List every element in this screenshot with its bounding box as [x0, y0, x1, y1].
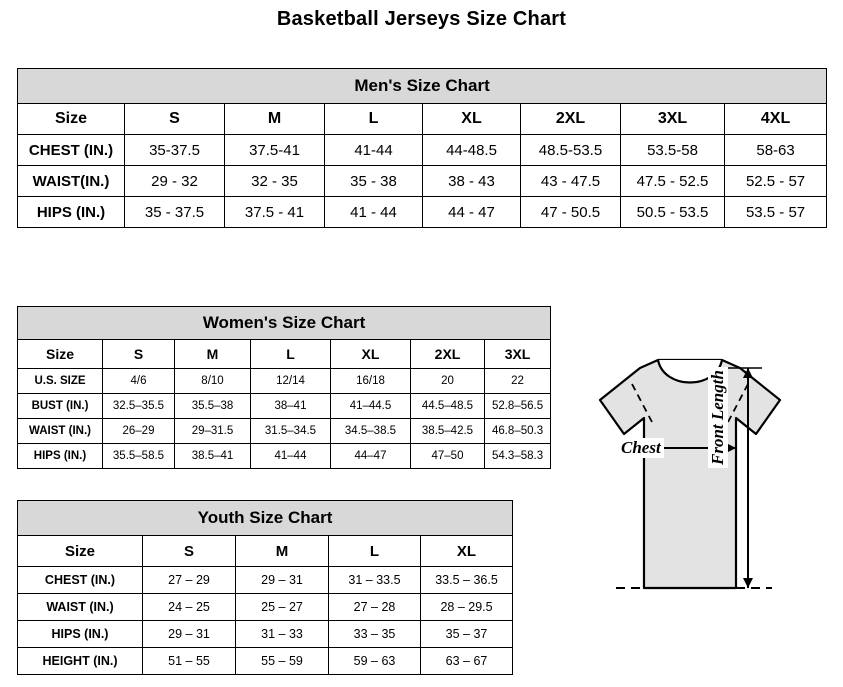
table-row: [18, 444, 551, 469]
table-cell: 26–29: [103, 419, 175, 444]
table-cell: 29 - 32: [125, 166, 225, 197]
column-header: M: [225, 104, 325, 135]
table-row: [18, 135, 827, 166]
page-title: Basketball Jerseys Size Chart: [276, 8, 567, 30]
table-cell: 24 – 25: [143, 594, 236, 621]
shirt-measurement-diagram: [540, 338, 840, 678]
column-header: 2XL: [411, 340, 485, 369]
table-cell: 12/14: [251, 369, 331, 394]
table-cell: 43 - 47.5: [521, 166, 621, 197]
table-cell: 38 - 43: [423, 166, 521, 197]
table-cell: 31 – 33: [236, 621, 329, 648]
table-cell: 50.5 - 53.5: [621, 197, 725, 228]
front-length-measurement-label: Front Length: [708, 367, 728, 468]
table-cell: 47 - 50.5: [521, 197, 621, 228]
table-cell: 46.8–50.3: [485, 419, 551, 444]
column-header: S: [143, 536, 236, 567]
table-cell: 31 – 33.5: [329, 567, 421, 594]
chest-measurement-label: Chest: [618, 438, 664, 458]
table-cell: 33 – 35: [329, 621, 421, 648]
table-cell: 38.5–42.5: [411, 419, 485, 444]
youth-size-chart-table: [17, 500, 513, 675]
column-header: M: [175, 340, 251, 369]
table-row: [18, 369, 551, 394]
row-label: CHEST (IN.): [18, 567, 143, 594]
column-header: 3XL: [485, 340, 551, 369]
table-cell: 47–50: [411, 444, 485, 469]
column-header: M: [236, 536, 329, 567]
table-cell: 38.5–41: [175, 444, 251, 469]
table-cell: 58-63: [725, 135, 827, 166]
column-header: L: [325, 104, 423, 135]
column-header: XL: [421, 536, 513, 567]
table-cell: 27 – 28: [329, 594, 421, 621]
table-cell: 44 - 47: [423, 197, 521, 228]
table-cell: 54.3–58.3: [485, 444, 551, 469]
table-caption-row: [18, 501, 513, 536]
table-cell: 27 – 29: [143, 567, 236, 594]
table-cell: 25 – 27: [236, 594, 329, 621]
table-cell: 31.5–34.5: [251, 419, 331, 444]
table-cell: 29 – 31: [236, 567, 329, 594]
column-header: 4XL: [725, 104, 827, 135]
table-cell: 41–44.5: [331, 394, 411, 419]
table-cell: 35 - 38: [325, 166, 423, 197]
mens-chart-title: Men's Size Chart: [18, 69, 827, 104]
table-row: [18, 394, 551, 419]
row-label: BUST (IN.): [18, 394, 103, 419]
table-cell: 37.5-41: [225, 135, 325, 166]
table-cell: 16/18: [331, 369, 411, 394]
table-cell: 55 – 59: [236, 648, 329, 675]
table-cell: 44–47: [331, 444, 411, 469]
table-cell: 41 - 44: [325, 197, 423, 228]
row-label: HIPS (IN.): [18, 444, 103, 469]
column-header: S: [103, 340, 175, 369]
table-cell: 59 – 63: [329, 648, 421, 675]
column-header: XL: [423, 104, 521, 135]
table-caption-row: [18, 69, 827, 104]
table-header-row: [18, 536, 513, 567]
table-row: [18, 166, 827, 197]
table-cell: 37.5 - 41: [225, 197, 325, 228]
row-label: WAIST(IN.): [18, 166, 125, 197]
table-row: [18, 567, 513, 594]
table-cell: 29 – 31: [143, 621, 236, 648]
column-header: 2XL: [521, 104, 621, 135]
table-cell: 35 - 37.5: [125, 197, 225, 228]
table-cell: 44-48.5: [423, 135, 521, 166]
column-header: XL: [331, 340, 411, 369]
table-row: [18, 594, 513, 621]
table-cell: 35.5–38: [175, 394, 251, 419]
table-row: [18, 419, 551, 444]
table-cell: 32.5–35.5: [103, 394, 175, 419]
table-cell: 52.8–56.5: [485, 394, 551, 419]
column-header: S: [125, 104, 225, 135]
column-header: L: [251, 340, 331, 369]
table-cell: 48.5-53.5: [521, 135, 621, 166]
womens-chart-title: Women's Size Chart: [18, 307, 551, 340]
column-header: L: [329, 536, 421, 567]
row-label: WAIST (IN.): [18, 594, 143, 621]
table-cell: 33.5 – 36.5: [421, 567, 513, 594]
table-cell: 44.5–48.5: [411, 394, 485, 419]
column-header: 3XL: [621, 104, 725, 135]
table-cell: 20: [411, 369, 485, 394]
table-caption-row: [18, 307, 551, 340]
mens-size-chart-table: [17, 68, 827, 228]
table-cell: 35.5–58.5: [103, 444, 175, 469]
table-row: [18, 648, 513, 675]
row-label: WAIST (IN.): [18, 419, 103, 444]
table-cell: 4/6: [103, 369, 175, 394]
row-label: HIPS (IN.): [18, 621, 143, 648]
table-cell: 28 – 29.5: [421, 594, 513, 621]
table-row: [18, 197, 827, 228]
youth-chart-title: Youth Size Chart: [18, 501, 513, 536]
table-cell: 51 – 55: [143, 648, 236, 675]
table-cell: 32 - 35: [225, 166, 325, 197]
table-cell: 41-44: [325, 135, 423, 166]
table-header-row: [18, 104, 827, 135]
table-cell: 47.5 - 52.5: [621, 166, 725, 197]
column-header: Size: [18, 340, 103, 369]
table-row: [18, 621, 513, 648]
womens-size-chart-table: [17, 306, 551, 469]
jersey-outline-icon: [540, 338, 840, 678]
row-label: CHEST (IN.): [18, 135, 125, 166]
column-header: Size: [18, 536, 143, 567]
table-cell: 63 – 67: [421, 648, 513, 675]
row-label: U.S. SIZE: [18, 369, 103, 394]
table-cell: 38–41: [251, 394, 331, 419]
table-header-row: [18, 340, 551, 369]
table-cell: 22: [485, 369, 551, 394]
table-cell: 53.5 - 57: [725, 197, 827, 228]
table-cell: 53.5-58: [621, 135, 725, 166]
row-label: HIPS (IN.): [18, 197, 125, 228]
table-cell: 35-37.5: [125, 135, 225, 166]
row-label: HEIGHT (IN.): [18, 648, 143, 675]
table-cell: 52.5 - 57: [725, 166, 827, 197]
table-cell: 41–44: [251, 444, 331, 469]
table-cell: 29–31.5: [175, 419, 251, 444]
column-header: Size: [18, 104, 125, 135]
table-cell: 34.5–38.5: [331, 419, 411, 444]
table-cell: 35 – 37: [421, 621, 513, 648]
table-cell: 8/10: [175, 369, 251, 394]
